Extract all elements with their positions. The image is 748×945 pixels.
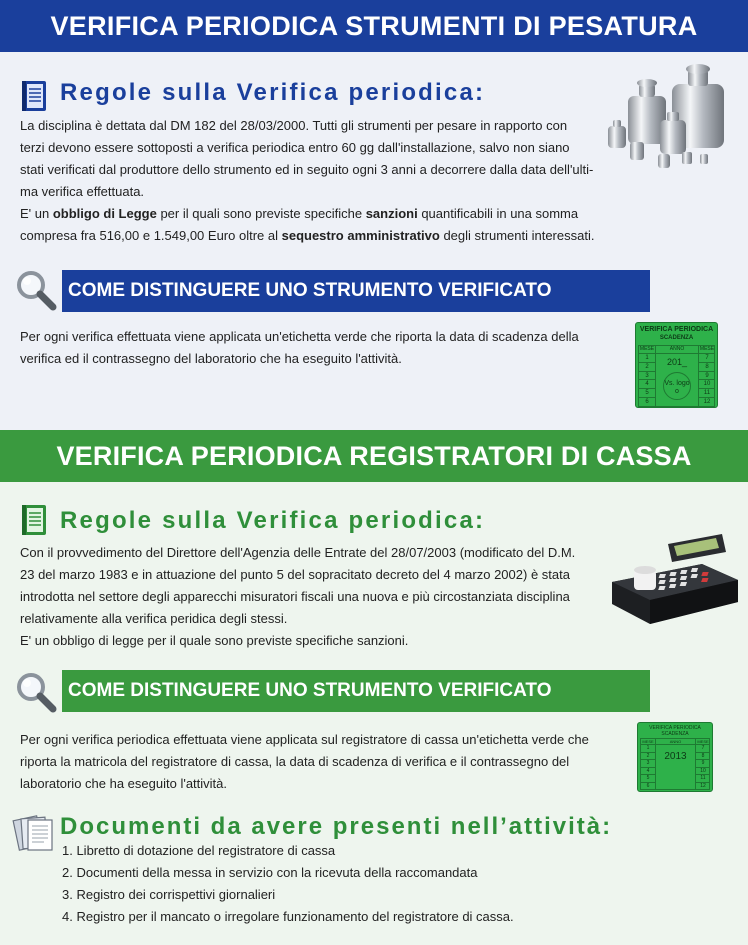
label-month: 9 [696,760,710,768]
paragraph-regole-registratori [20,542,600,652]
label-year: 2013 [664,751,687,762]
heading-regole-pesatura: Regole sulla Verifica periodica: [60,79,486,106]
verification-label [635,322,718,408]
label-month: 1 [639,354,655,363]
label-left-col [641,745,656,790]
book-icon [20,504,48,536]
text: compresa fra 516,00 e 1.549,00 Euro oltre al [20,228,282,243]
label-month: 5 [641,775,655,783]
label-month: 3 [639,372,655,381]
label-month: 12 [700,782,706,789]
documents-list [62,840,622,928]
magnifier-icon [14,268,58,312]
label-col-mese: MESE [639,346,655,352]
label-month: 12 [703,398,711,405]
label-month: 10 [696,768,710,776]
label-month: 8 [699,363,715,372]
label-month: 4 [639,380,655,389]
book-icon [20,80,48,112]
paragraph-etichetta-pesatura [20,326,620,370]
text-bold: sanzioni [365,206,418,221]
label-logo-circle [663,372,691,400]
label-right-col [698,354,715,407]
text-line: La disciplina è dettata dal DM 182 del 28/03/2000. Tutti gli strumenti per pesare in rapporto con [20,118,568,133]
label-year: 201_ [666,357,688,367]
text-line: laboratorio che ha eseguito l'attività. [20,776,227,791]
text-line: Con il provvedimento del Direttore dell'Agenzia delle Entrate del 28/07/2003 (modificato del D.M. [20,545,576,560]
label-title: VERIFICA PERIODICA [649,725,701,731]
paragraph-regole-pesatura [20,115,600,247]
label-logo-text: o [675,388,679,395]
bar-come-distinguere-pesatura: COME DISTINGUERE UNO STRUMENTO VERIFICATO [62,270,650,312]
label-logo-text: Vs. logo [664,380,690,387]
weights-image [602,62,732,174]
verification-label [637,722,713,792]
list-item: 4. Registro per il mancato o irregolare funzionamento del registratore di cassa. [62,909,514,924]
text-line: E' un obbligo di legge per il quale sono previste specifiche sanzioni. [20,633,409,648]
label-month: 1 [641,745,655,753]
label-month: 7 [699,354,715,363]
text-line: stati verificati dal produttore dello strumento ed in seguito ogni 3 anni a decorrere dalla data dell'ulti- [20,162,594,177]
banner-registratori: VERIFICA PERIODICA REGISTRATORI DI CASSA [0,430,748,482]
label-col-mese: MESE [695,739,710,745]
label-col-mese: MESE [699,346,715,352]
text: degli strumenti interessati. [439,228,595,243]
list-item: 2. Documenti della messa in servizio con la ricevuta della raccomandata [62,865,478,880]
label-col-anno: ANNO [656,739,695,745]
text-line: verifica ed il contrassegno del laboratorio che ha eseguito l'attività. [20,351,402,366]
text-bold: obbligo di Legge [52,206,157,221]
label-month: 7 [696,745,710,753]
text-line: terzi devono essere sottoposti a verifica periodica entro 60 gg dall'installazione, salvo non siano [20,140,570,155]
label-month: 9 [699,372,715,381]
list-item: 3. Registro dei corrispettivi giornalieri [62,887,276,902]
label-title: VERIFICA PERIODICA [639,326,714,333]
text-line: Per ogni verifica effettuata viene applicata un'etichetta verde che riporta la data di scadenza della [20,329,579,344]
label-month: 10 [699,380,715,389]
label-left-col [639,354,656,407]
heading-regole-registratori: Regole sulla Verifica periodica: [60,507,486,534]
text: quantificabili in una somma [417,206,579,221]
heading-documenti: Documenti da avere presenti nell’attività: [60,813,613,840]
text: per il quali sono previste specifiche [156,206,366,221]
label-col-anno: ANNO [656,346,698,354]
label-month: 6 [646,782,650,789]
label-grid [640,738,710,790]
text-line: 23 del marzo 1983 e in attuazione del punto 5 del sopracitato decreto del 4 marzo 2002) è stata [20,567,570,582]
label-right-col [695,745,710,790]
text-line: riporta la matricola del registratore di cassa, la data di scadenza di verifica e il contrassegno del [20,754,570,769]
cash-register-image [606,530,740,626]
label-month: 2 [641,753,655,761]
text-line: introdotta nel settore degli apparecchi misuratori fiscali una nuova e più circostanziata disciplina [20,589,570,604]
banner-pesatura: VERIFICA PERIODICA STRUMENTI DI PESATURA [0,0,748,52]
label-month: 11 [699,389,715,398]
magnifier-icon [14,670,58,714]
label-month: 4 [641,768,655,776]
label-grid [638,345,715,407]
text-line-obbligo [20,203,600,225]
label-month: 3 [641,760,655,768]
label-subtitle: SCADENZA [659,335,694,341]
label-subtitle: SCADENZA [661,731,689,737]
label-month: 11 [696,775,710,783]
paragraph-etichetta-registratori [20,729,620,795]
text: E' un [20,206,53,221]
text-line: Per ogni verifica periodica effettuata viene applicata sul registratore di cassa un'etichetta verde che [20,732,589,747]
bar-come-distinguere-registratori: COME DISTINGUERE UNO STRUMENTO VERIFICATO [62,670,650,712]
label-col-mese: MESE [641,739,656,745]
list-item: 1. Libretto di dotazione del registratore di cassa [62,843,336,858]
label-month: 8 [696,753,710,761]
label-month: 6 [645,398,649,405]
text-line: relativamente alla verifica peridica degli stessi. [20,611,288,626]
text-line-sequestro [20,225,600,247]
label-month: 5 [639,389,655,398]
documents-icon [12,812,56,856]
text-line: ma verifica effettuata. [20,184,145,199]
text-bold: sequestro amministrativo [281,228,440,243]
label-month: 2 [639,363,655,372]
